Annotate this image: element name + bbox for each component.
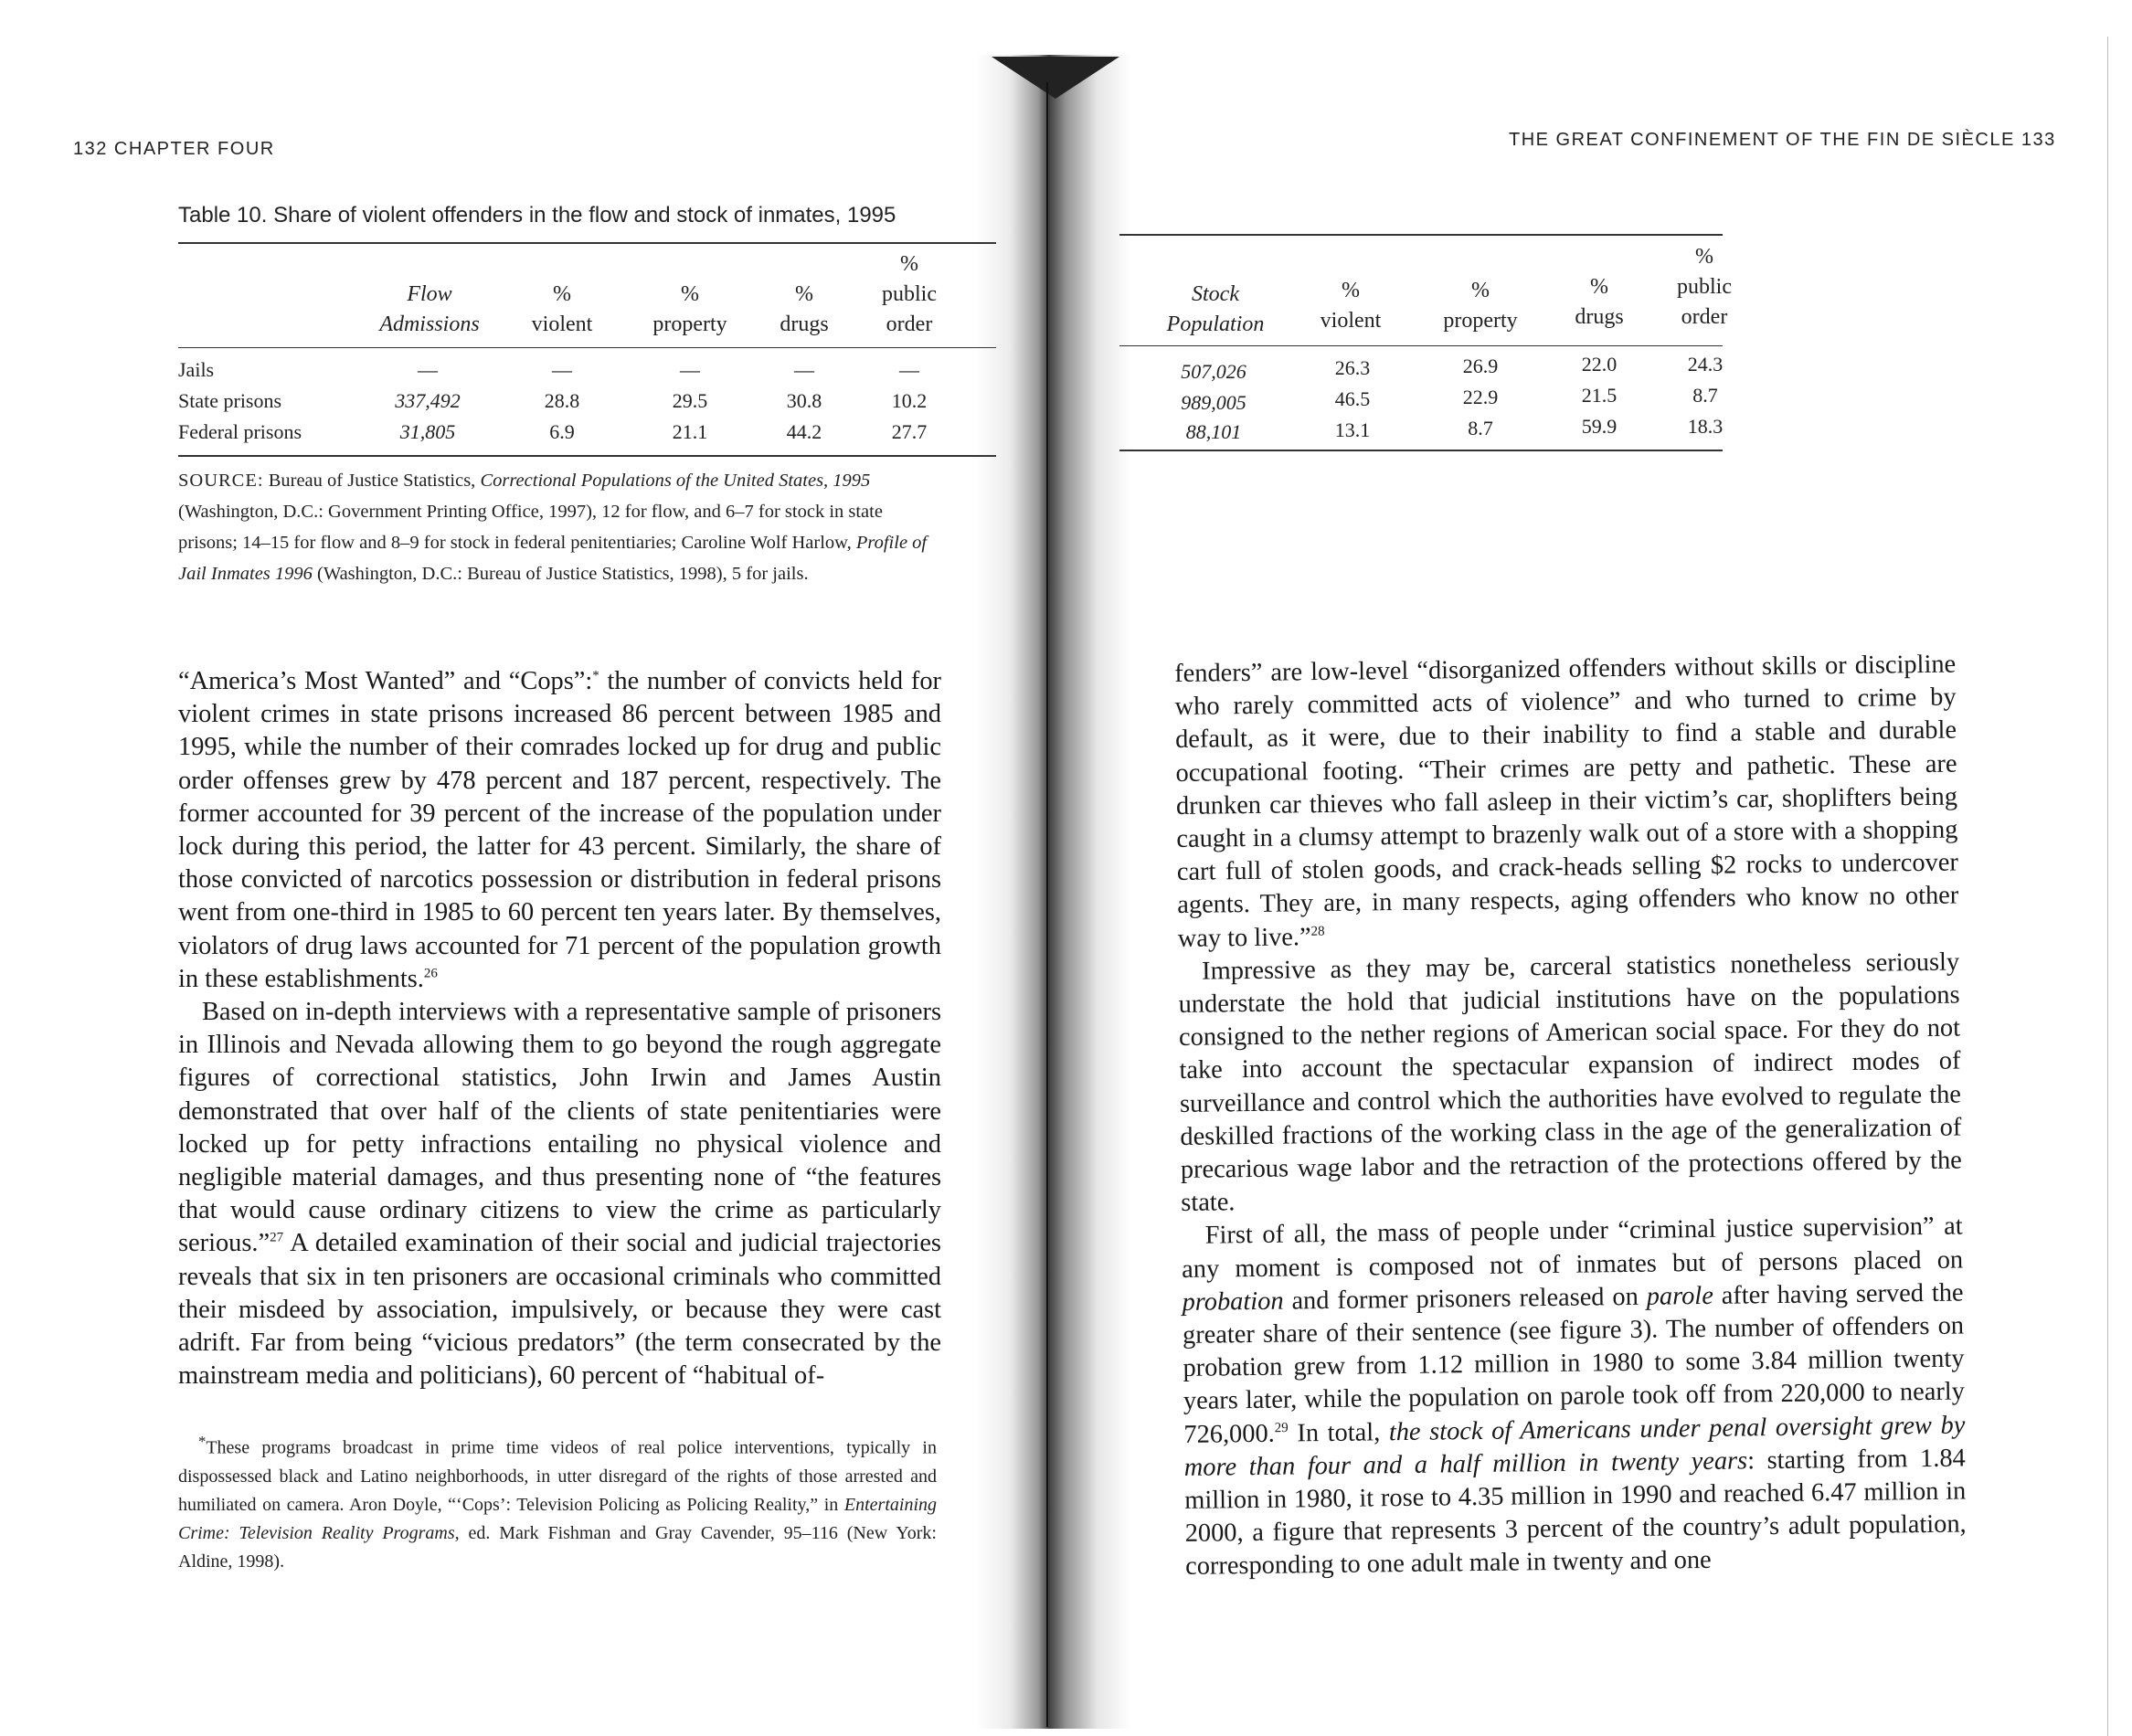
table-cell: 88,101 (1185, 420, 1242, 443)
book-spine-line (1046, 82, 1048, 1727)
table-cell: 6.9 (549, 420, 575, 443)
right-body-text (1174, 649, 1967, 1584)
row-label-state-prisons: State prisons (178, 389, 282, 412)
table-cell: 507,026 (1181, 360, 1246, 383)
header-drugs: % drugs (780, 282, 829, 336)
table-cell: 26.9 (1462, 355, 1499, 377)
header-property: % property (652, 282, 727, 336)
header-public-order: % public order (1677, 245, 1732, 329)
table-cell: — (680, 358, 700, 381)
table-bottom-rule (178, 455, 996, 457)
table-cell: 13.1 (1334, 418, 1371, 441)
table-cell: 46.5 (1334, 387, 1371, 410)
table-cell: — (552, 358, 572, 381)
table-cell: — (794, 358, 814, 381)
book-gutter-shadow (976, 55, 1131, 1729)
table-cell: 10.2 (891, 389, 928, 412)
table-cell: 989,005 (1181, 391, 1246, 414)
table-cell: 21.1 (672, 420, 708, 443)
footnote-star: * (198, 1433, 207, 1450)
table-top-rule (1119, 234, 1723, 236)
table-cell: 22.9 (1462, 386, 1499, 408)
table-cell: — (899, 358, 919, 381)
table-cell: 22.0 (1581, 353, 1618, 376)
table-cell: 21.5 (1581, 384, 1618, 407)
header-violent: % violent (1320, 279, 1382, 333)
table-cell: 8.7 (1468, 417, 1493, 439)
table-header-rule (178, 347, 996, 348)
table-cell: 30.8 (786, 389, 822, 412)
header-drugs: % drugs (1575, 275, 1624, 329)
table-cell: 18.3 (1687, 415, 1724, 438)
left-paragraph-2: Based on in-depth interviews with a representative sample of prisoners in Illinois and Nevada allowing them to go beyond the rough aggregate figures of correctional statistics, John Irwin and James Austin demonstrated that over half of the clients of state penitentiaries were locked up for petty infractions entailing no physical violence and negligible material damages, and thus presenting none of “the features that would cause ordinary citizens to view the crime as particularly serious.”$^{27}$ A detailed examination of their social and judicial trajectories reveals that six in ten prisoners are occasional criminals who committed their misdeed by association, impulsively, or because they were cast adrift. Far from being “vicious predators” (the term consecrated by the mainstream media and politicians), 60 percent of “habitual of- (178, 998, 941, 1391)
header-stock-population: Stock Population (1166, 282, 1265, 336)
left-body-text (178, 665, 941, 1392)
header-flow-admissions: Flow Admissions (379, 282, 480, 336)
table-cell: 24.3 (1687, 353, 1724, 376)
table-cell: 8.7 (1692, 384, 1718, 407)
left-running-head: 132 CHAPTER FOUR (73, 139, 275, 159)
endnote-marker: 26 (423, 966, 438, 981)
table-top-rule (178, 242, 996, 244)
table-cell: — (418, 358, 438, 381)
book-spine-top (992, 57, 1119, 99)
endnote-marker: 29 (1274, 1420, 1289, 1435)
header-public-order: % public order (882, 252, 937, 336)
page-edge (2107, 37, 2108, 1736)
footnote-marker: * (592, 668, 599, 683)
header-violent: % violent (531, 282, 593, 336)
right-running-head: THE GREAT CONFINEMENT OF THE FIN DE SIÈCLE 133 (1509, 130, 2056, 150)
row-label-jails: Jails (178, 358, 215, 381)
table-cell: 44.2 (786, 420, 822, 443)
table-cell: 27.7 (891, 420, 928, 443)
table-caption: Table 10. Share of violent offenders in the flow and stock of inmates, 1995 (178, 203, 896, 228)
right-paragraph-1: fenders” are low-level “disorganized offenders without skills or discipline who rarely committed acts of violence” and who turned to crime by default, as it were, due to their inability to find a stable and durable occupational footing. “Their crimes are petty and pathetic. These are drunken car thieves who fall asleep in their victim’s car, shoplifters being caught in a clumsy attempt to brazenly walk out of a store with a shopping cart full of stolen goods, and crack-heads selling $2 rocks to undercover agents. They are, in many respects, aging offenders who know no other way to live.”$^{28}$ (1174, 650, 1959, 953)
table-source-note: SOURCE: Bureau of Justice Statistics, Correctional Populations of the United States, 1995 (Washington, D.C.: Government Printing Office, 1997), 12 for flow, and 6–7 for stock in state prisons; 14–15 for flow and 8–9 for stock in federal penitentiaries; Caroline Wolf Harlow, Profile of Jail Inmates 1996 (Washington, D.C.: Bureau of Justice Statistics, 1998), 5 for jails. (178, 471, 928, 584)
table-cell: 26.3 (1334, 356, 1371, 379)
table-cell: 29.5 (672, 389, 708, 412)
table-cell: 31,805 (399, 420, 456, 443)
source-label: SOURCE: (178, 471, 264, 491)
table-cell: 337,492 (395, 389, 461, 412)
table-cell: 28.8 (544, 389, 580, 412)
right-paragraph-3: First of all, the mass of people under “criminal justice supervision” at any moment is composed not of inmates but of persons placed on probation and former prisoners released on parole after having served the greater share of their sentence (see figure 3). The number of offenders on probation grew from 1.12 million in 1980 to some 3.84 million twenty years later, while the population on parole took off from 220,000 to nearly 726,000.29 In total, the stock of Americans under penal oversight grew by more than four and a half million in twenty years: starting from 1.84 million in 1980, it rose to 4.35 million in 1990 and reached 6.47 million in 2000, a figure that represents 3 percent of the country’s adult population, corresponding to one adult male in twenty and one (1181, 1212, 1967, 1582)
row-label-federal-prisons: Federal prisons (178, 420, 302, 443)
right-paragraph-2: Impressive as they may be, carceral statistics nonetheless seriously understate the hold that judicial institutions have on the populations consigned to the nether regions of American social space. For they do not take into account the spectacular expansion of indirect modes of surveillance and control which the authorities have evolved to regulate the deskilled fractions of the working class in the age of the generalization of precarious wage labor and the retraction of the protections offered by the state. (1178, 947, 1962, 1218)
table-cell: 59.9 (1581, 415, 1618, 438)
endnote-marker: 28 (1310, 924, 1325, 939)
endnote-marker: 27 (270, 1230, 284, 1245)
header-property: % property (1443, 279, 1518, 333)
table-bottom-rule (1119, 450, 1723, 451)
left-paragraph-1: “America’s Most Wanted” and “Cops”:* the number of convicts held for violent crimes in state prisons increased 86 percent between 1985 and 1995, while the number of their comrades locked up for drug and public order offenses grew by 478 percent and 187 percent, respectively. The former accounted for 39 percent of the increase of the population under lock during this period, the latter for 43 percent. Similarly, the share of those convicted of narcotics possession or distribution in federal prisons went from one-third in 1985 to 60 percent ten years later. By themselves, violators of drug laws accounted for 71 percent of the population growth in these establishments.$^{26}$ (178, 667, 941, 993)
footnote: *These programs broadcast in prime time videos of real police interventions, typically in dispossessed black and Latino neighborhoods, in utter disregard of the rights of those arrested and humiliated on camera. Aron Doyle, “‘Cops’: Television Policing as Policing Reality,” in Entertaining Crime: Television Reality Programs, ed. Mark Fishman and Gray Cavender, 95–116 (New York: Aldine, 1998). (178, 1433, 937, 1572)
table-header-rule (1119, 345, 1723, 346)
